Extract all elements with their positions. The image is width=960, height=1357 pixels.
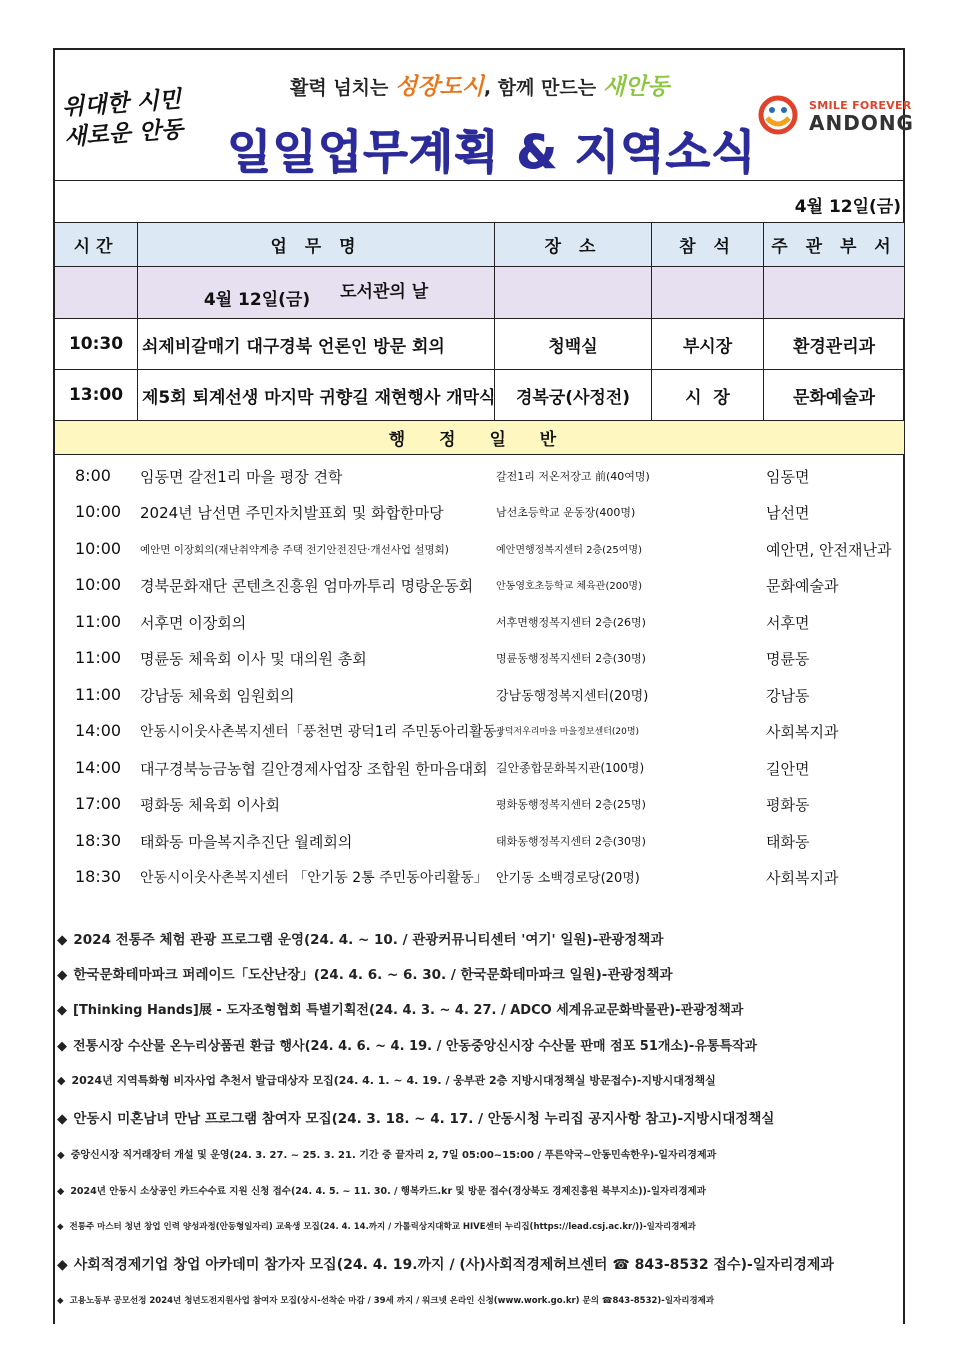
column-header-row xyxy=(55,223,905,267)
item-name: 강남동 체육회 임원회의 xyxy=(140,687,295,705)
column-header-attend: 참 석 xyxy=(652,223,764,267)
item-dept: 태화동 xyxy=(766,833,810,851)
diamond-bullet-icon: ◆ xyxy=(57,1039,67,1054)
event-attendee: 시 장 xyxy=(652,370,764,421)
notice-text: 2024 전통주 체험 관광 프로그램 운영(24. 4. ~ 10. / 관광커뮤니티센터 '여기' 일원)-관광정책과 xyxy=(73,932,664,948)
admin-section-title: 행 정 일 반 xyxy=(55,421,905,455)
column-header-time: 시간 xyxy=(55,223,138,267)
list-item xyxy=(55,531,903,567)
notice-text: [Thinking Hands]展 - 도자조형협회 특별기획전(24. 4. 3. ~ 4. 27. / ADCO 세계유교문화박물관)-관광정책과 xyxy=(73,1003,744,1018)
page-title: 일일업무계획 & 지역소식 xyxy=(227,125,757,179)
logo-small-text: SMILE FOREVER xyxy=(809,99,912,112)
item-dept: 남선면 xyxy=(766,504,810,522)
item-place: 안동영호초등학교 체육관(200명) xyxy=(496,581,642,592)
list-item xyxy=(55,458,903,494)
notice-item xyxy=(57,1254,834,1274)
item-time: 18:30 xyxy=(75,867,122,886)
item-place: 서후면행정복지센터 2층(26명) xyxy=(496,616,646,629)
special-day-cell xyxy=(138,267,495,319)
city-slogan xyxy=(61,83,205,153)
table-cell xyxy=(652,267,764,319)
schedule-table xyxy=(54,222,905,455)
item-place: 예안면행정복지센터 2층(25여명) xyxy=(496,545,642,556)
event-name: 제5회 퇴계선생 마지막 귀향길 재현행사 개막식 xyxy=(138,370,495,421)
item-dept: 명륜동 xyxy=(766,650,810,668)
report-date: 4월 12일(금) xyxy=(794,197,901,217)
item-name: 서후면 이장회의 xyxy=(140,614,247,632)
notice-item xyxy=(57,1072,716,1088)
notice-item xyxy=(57,1107,774,1127)
column-header-place: 장 소 xyxy=(495,223,652,267)
column-header-dept: 주 관 부 서 xyxy=(764,223,905,267)
item-dept: 문화예술과 xyxy=(766,577,839,595)
diamond-bullet-icon: ◆ xyxy=(57,1111,68,1127)
admin-header-row xyxy=(55,421,905,455)
list-item xyxy=(55,677,903,713)
event-name: 쇠제비갈매기 대구경북 언론인 방문 회의 xyxy=(138,319,495,370)
column-header-name: 업 무 명 xyxy=(138,223,495,267)
item-time: 14:00 xyxy=(75,758,122,777)
item-name: 임동면 갈전1리 마을 평장 견학 xyxy=(140,468,343,486)
notice-text: 중앙신시장 직거래장터 개설 및 운영(24. 3. 27. ~ 25. 3. 21. 기간 중 끝자리 2, 7일 05:00~15:00 / 푸른약국~안동민속한우)-일자리경제과 xyxy=(70,1150,717,1161)
item-place: 태화동행정복지센터 2층(30명) xyxy=(496,835,646,848)
item-place: 갈전1리 저온저장고 前(40여명) xyxy=(496,470,650,483)
item-place: 평화동행정복지센터 2층(25명) xyxy=(496,798,646,811)
item-time: 11:00 xyxy=(75,685,122,704)
event-time: 13:00 xyxy=(55,370,138,421)
item-time: 14:00 xyxy=(75,721,122,740)
diamond-bullet-icon: ◆ xyxy=(57,1074,66,1087)
item-place: 강남동행정복지센터(20명) xyxy=(496,689,649,704)
item-place: 명륜동행정복지센터 2층(30명) xyxy=(496,652,646,665)
list-item xyxy=(55,640,903,676)
item-dept: 길안면 xyxy=(766,760,810,778)
event-place: 경복궁(사정전) xyxy=(495,370,652,421)
list-item xyxy=(55,750,903,786)
notice-text: 한국문화테마파크 퍼레이드「도산난장」(24. 4. 6. ~ 6. 30. / 한국문화테마파크 일원)-관광정책과 xyxy=(73,967,673,983)
diamond-bullet-icon: ◆ xyxy=(57,1257,68,1273)
event-time: 10:30 xyxy=(55,319,138,370)
item-name: 대구경북능금농협 길안경제사업장 조합원 한마음대회 xyxy=(140,760,488,778)
notice-text: 안동시 미혼남녀 만남 프로그램 참여자 모집(24. 3. 18. ~ 4. 17. / 안동시청 누리집 공지사항 참고)-지방시대정책실 xyxy=(73,1111,775,1127)
diamond-bullet-icon: ◆ xyxy=(57,967,68,983)
list-item xyxy=(55,567,903,603)
item-name: 경북문화재단 콘텐츠진흥원 엄마까투리 명랑운동회 xyxy=(140,577,474,595)
notice-text: 사회적경제기업 창업 아카데미 참가자 모집(24. 4. 19.까지 / (사)사회적경제허브센터 ☎ 843-8532 접수)-일자리경제과 xyxy=(73,1257,834,1273)
top-slogan-part: 활력 넘치는 xyxy=(290,77,395,99)
item-dept: 평화동 xyxy=(766,796,810,814)
logo-big-text: ANDONG xyxy=(809,111,914,135)
event-dept: 문화예술과 xyxy=(764,370,905,421)
item-dept: 서후면 xyxy=(766,614,810,632)
notice-text: 2024년 지역특화형 비자사업 추천서 발급대상자 모집(24. 4. 1. ~ 4. 19. / 웅부관 2층 지방시대정책실 방문접수)-지방시대정책실 xyxy=(71,1074,716,1087)
item-dept: 예안면, 안전재난과 xyxy=(766,541,892,559)
item-place: 광덕저우리마을 마을정보센터(20명) xyxy=(496,727,640,737)
item-place: 안기동 소백경로당(20명) xyxy=(496,871,640,886)
list-item xyxy=(55,494,903,530)
table-cell xyxy=(55,267,138,319)
key-event-row xyxy=(55,319,905,370)
notice-text: 전통주 마스터 청년 창업 인력 양성과정(안동형일자리) 교육생 모집(24. 4. 14.까지 / 가톨릭상지대학교 HIVE센터 누리집(https://lead.csj.ac.kr/))-일자리경제과 xyxy=(69,1222,696,1232)
notice-item xyxy=(57,1183,706,1197)
special-day-label: 도서관의 날 xyxy=(340,282,429,302)
city-slogan-line1: 위대한 시민 xyxy=(61,85,182,121)
notice-item xyxy=(57,963,673,983)
top-slogan-part: , 함께 만드는 xyxy=(483,77,603,99)
item-name: 태화동 마을복지추진단 월례회의 xyxy=(140,833,353,851)
item-dept: 강남동 xyxy=(766,687,810,705)
notice-item xyxy=(57,928,663,948)
list-item xyxy=(55,859,903,895)
andong-logo xyxy=(757,92,914,140)
diamond-bullet-icon: ◆ xyxy=(57,1150,65,1161)
item-name: 평화동 체육회 이사회 xyxy=(140,796,280,814)
item-time: 10:00 xyxy=(75,502,122,521)
table-cell xyxy=(495,267,652,319)
event-place: 청백실 xyxy=(495,319,652,370)
andong-logo-icon xyxy=(757,94,799,136)
item-time: 18:30 xyxy=(75,831,122,850)
special-day-date: 4월 12일(금) xyxy=(203,290,311,310)
item-time: 10:00 xyxy=(75,575,122,594)
notice-text: 전통시장 수산물 온누리상품권 환급 행사(24. 4. 6. ~ 4. 19. / 안동중앙신시장 수산물 판매 점포 51개소)-유통특작과 xyxy=(73,1039,758,1054)
item-time: 10:00 xyxy=(75,539,122,558)
top-slogan xyxy=(290,68,669,101)
diamond-bullet-icon: ◆ xyxy=(57,1222,64,1232)
item-time: 8:00 xyxy=(75,466,111,485)
page-header xyxy=(53,48,914,181)
list-item xyxy=(55,604,903,640)
diamond-bullet-icon: ◆ xyxy=(57,1003,67,1018)
diamond-bullet-icon: ◆ xyxy=(57,932,68,948)
key-event-row xyxy=(55,370,905,421)
item-place: 길안종합문화복지관(100명) xyxy=(496,761,645,775)
item-time: 17:00 xyxy=(75,794,122,813)
notice-text: 2024년 안동시 소상공인 카드수수료 지원 신청 접수(24. 4. 5. ~ 11. 30. / 행복카드.kr 및 방문 접수(경상북도 경제진흥원 북부지소))-일자리경제과 xyxy=(70,1186,706,1197)
city-slogan-line2: 새로운 안동 xyxy=(63,115,184,151)
top-slogan-highlight: 성장도시 xyxy=(395,74,484,100)
list-item xyxy=(55,713,903,749)
item-name: 안동시이웃사촌복지센터 「안기동 2통 주민동아리활동」 xyxy=(140,870,488,886)
item-dept: 사회복지과 xyxy=(766,723,839,741)
notice-item xyxy=(57,1294,714,1306)
item-time: 11:00 xyxy=(75,648,122,667)
item-dept: 임동면 xyxy=(766,468,810,486)
item-dept: 사회복지과 xyxy=(766,869,839,887)
item-name: 안동시이웃사촌복지센터「풍천면 광덕1리 주민동아리활동」 xyxy=(140,724,511,740)
notice-text: 고용노동부 공모선정 2024년 청년도전지원사업 참여자 모집(상시-선착순 마감 / 39세 까지 / 워크넷 온라인 신청(www.work.go.kr) 문의 ☎843-8532)-일자리경제과 xyxy=(69,1296,715,1306)
list-item xyxy=(55,823,903,859)
event-attendee: 부시장 xyxy=(652,319,764,370)
event-dept: 환경관리과 xyxy=(764,319,905,370)
special-day-row xyxy=(55,267,905,319)
item-place: 남선초등학교 운동장(400명) xyxy=(496,506,636,519)
table-cell xyxy=(764,267,905,319)
notice-item xyxy=(57,1035,757,1054)
notice-item xyxy=(57,999,743,1018)
item-name: 2024년 남선면 주민자치발표회 및 화합한마당 xyxy=(140,504,444,522)
top-slogan-highlight: 새안동 xyxy=(602,74,670,100)
diamond-bullet-icon: ◆ xyxy=(57,1296,64,1306)
item-time: 11:00 xyxy=(75,612,122,631)
notice-item xyxy=(57,1146,716,1161)
list-item xyxy=(55,786,903,822)
date-row xyxy=(55,182,903,222)
diamond-bullet-icon: ◆ xyxy=(57,1186,65,1197)
item-name: 명륜동 체육회 이사 및 대의원 총회 xyxy=(140,650,367,668)
notice-item xyxy=(57,1220,696,1232)
item-name: 예안면 이장회의(재난취약계층 주택 전기안전진단·개선사업 설명회) xyxy=(140,544,449,556)
